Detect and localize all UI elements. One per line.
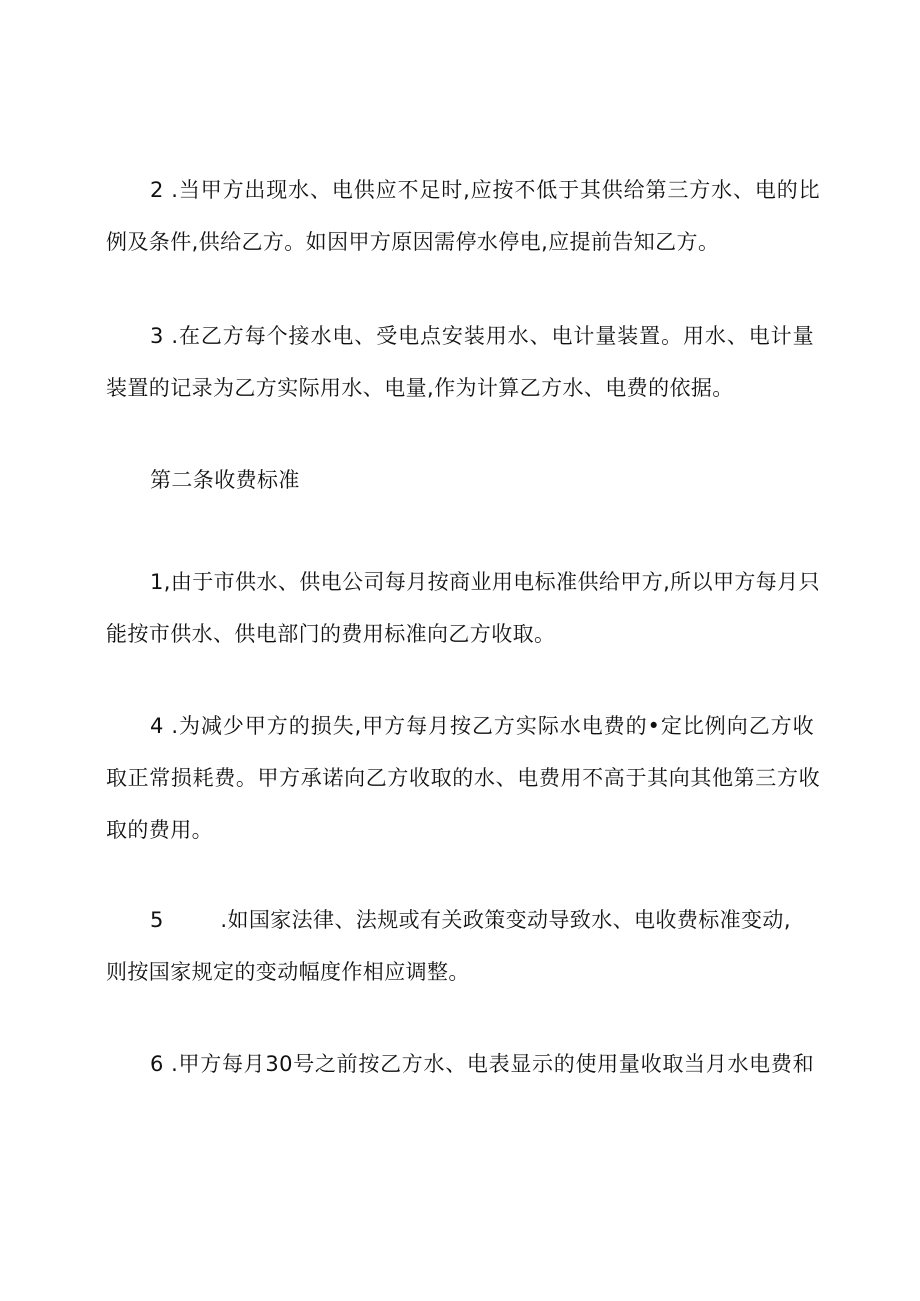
clause-2-line-2: 例及条件,供给乙方。如因甲方原因需停水停电,应提前告知乙方。 bbox=[106, 230, 720, 254]
section-heading: 第二条收费标准 bbox=[150, 468, 300, 492]
clause-6-line-1: 6 .甲方每月30号之前按乙方水、电表显示的使用量收取当月水电费和 bbox=[150, 1052, 814, 1076]
fee-clause-1-line-2: 能按市供水、供电部门的费用标准向乙方收取。 bbox=[106, 622, 556, 646]
clause-4-line-2: 取正常损耗费。甲方承诺向乙方收取的水、电费用不高于其向其他第三方收 bbox=[106, 766, 820, 790]
clause-5-line-1: 5 .如国家法律、法规或有关政策变动导致水、电收费标准变动, bbox=[150, 908, 791, 932]
clause-5-line-2: 则按国家规定的变动幅度作相应调整。 bbox=[106, 960, 470, 984]
clause-4-line-1: 4 .为减少甲方的损失,甲方每月按乙方实际水电费的•定比例向乙方收 bbox=[150, 714, 814, 738]
clause-2-line-1: 2 .当甲方出现水、电供应不足时,应按不低于其供给第三方水、电的比 bbox=[150, 178, 820, 202]
clause-4-line-3: 取的费用。 bbox=[106, 818, 213, 842]
clause-3-line-2: 装置的记录为乙方实际用水、电量,作为计算乙方水、电费的依据。 bbox=[106, 376, 734, 400]
clause-3-line-1: 3 .在乙方每个接水电、受电点安装用水、电计量装置。用水、电计量 bbox=[150, 324, 814, 348]
fee-clause-1-line-1: 1,由于市供水、供电公司每月按商业用电标准供给甲方,所以甲方每月只 bbox=[150, 570, 820, 594]
